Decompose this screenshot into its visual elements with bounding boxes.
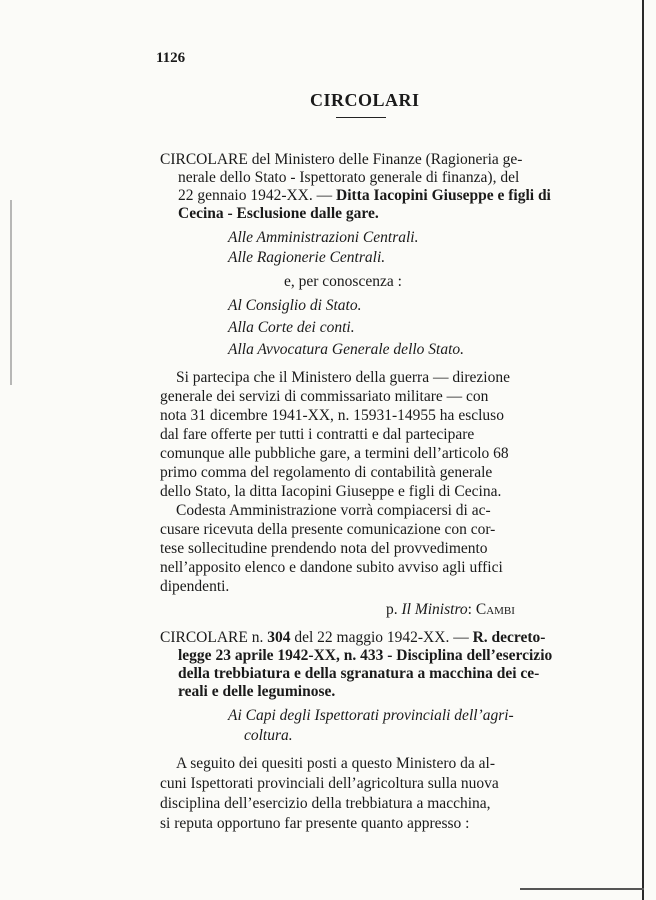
circ1-body-line: tese sollecitudine prendendo nota del provvedimento: [160, 540, 488, 557]
cc-line: Alla Corte dei conti.: [228, 319, 355, 336]
circ1-body-line: nell’apposito elenco e dandone subito avviso agli uffici: [160, 559, 503, 576]
circ1-body-line: cusare ricevuta della presente comunicazione con cor-: [160, 521, 496, 538]
circ2-header-line: reali e delle leguminose.: [178, 683, 336, 700]
circ2-header-line: della trebbiatura e della sgranatura a macchina dei ce-: [178, 665, 540, 682]
section-title: CIRCOLARI: [310, 90, 420, 110]
circ2-body-line: A seguito dei quesiti posti a questo Ministero da al-: [176, 755, 495, 772]
circ1-body-line: primo comma del regolamento di contabilità generale: [160, 464, 493, 481]
signature: p. Il Ministro: Cambi: [386, 601, 515, 618]
circ1-body-line: comunque alle pubbliche gare, a termini dell’articolo 68: [160, 445, 509, 462]
circ1-header-line: 22 gennaio 1942-XX. — Ditta Iacopini Giuseppe e figli di: [178, 187, 551, 204]
title-rule: [336, 117, 386, 118]
circ1-body-line: Si partecipa che il Ministero della guerra — direzione: [176, 369, 510, 386]
page-bottom-edge: [520, 888, 644, 890]
circ2-header-line: CIRCOLARE n. 304 del 22 maggio 1942-XX. — R. decreto-: [160, 629, 546, 646]
circ2-body-line: cuni Ispettorati provinciali dell’agricoltura sulla nuova: [160, 775, 499, 792]
cc-line: Al Consiglio di Stato.: [228, 297, 362, 314]
addressee-line: Ai Capi degli Ispettorati provinciali dell’agri-: [228, 707, 514, 724]
addressee-line: Alle Amministrazioni Centrali.: [228, 229, 419, 246]
page-number: 1126: [156, 50, 186, 66]
circ1-body-line: dipendenti.: [160, 578, 230, 595]
cc-line: Alla Avvocatura Generale dello Stato.: [228, 341, 465, 358]
circ1-header-line: nerale dello Stato - Ispettorato generale di finanza), del: [178, 169, 520, 186]
circ1-body-line: Codesta Amministrazione vorrà compiacersi di ac-: [176, 502, 491, 519]
addressee-line: Alle Ragionerie Centrali.: [228, 249, 386, 266]
addressee-line: coltura.: [244, 727, 293, 744]
circ1-body-line: dello Stato, la ditta Iacopini Giuseppe e figli di Cecina.: [160, 483, 502, 500]
circ2-header-line: legge 23 aprile 1942-XX, n. 433 - Disciplina dell’esercizio: [178, 647, 553, 664]
for-knowledge-line: e, per conoscenza :: [284, 273, 402, 290]
circ1-header-line: Cecina - Esclusione dalle gare.: [178, 205, 379, 222]
circ1-body-line: dal fare offerte per tutti i contratti e dal partecipare: [160, 426, 475, 443]
circ1-header-line: CIRCOLARE del Ministero delle Finanze (Ragioneria ge-: [160, 151, 523, 168]
binding-margin-mark: [10, 200, 12, 385]
circ2-body-line: disciplina dell’esercizio della trebbiatura a macchina,: [160, 795, 491, 812]
page-edge-shadow: [642, 0, 644, 900]
circ1-body-line: nota 31 dicembre 1941-XX, n. 15931-14955 ha escluso: [160, 407, 504, 424]
circ1-body-line: generale dei servizi di commissariato militare — con: [160, 388, 489, 405]
circ2-body-line: si reputa opportuno far presente quanto appresso :: [160, 815, 470, 832]
